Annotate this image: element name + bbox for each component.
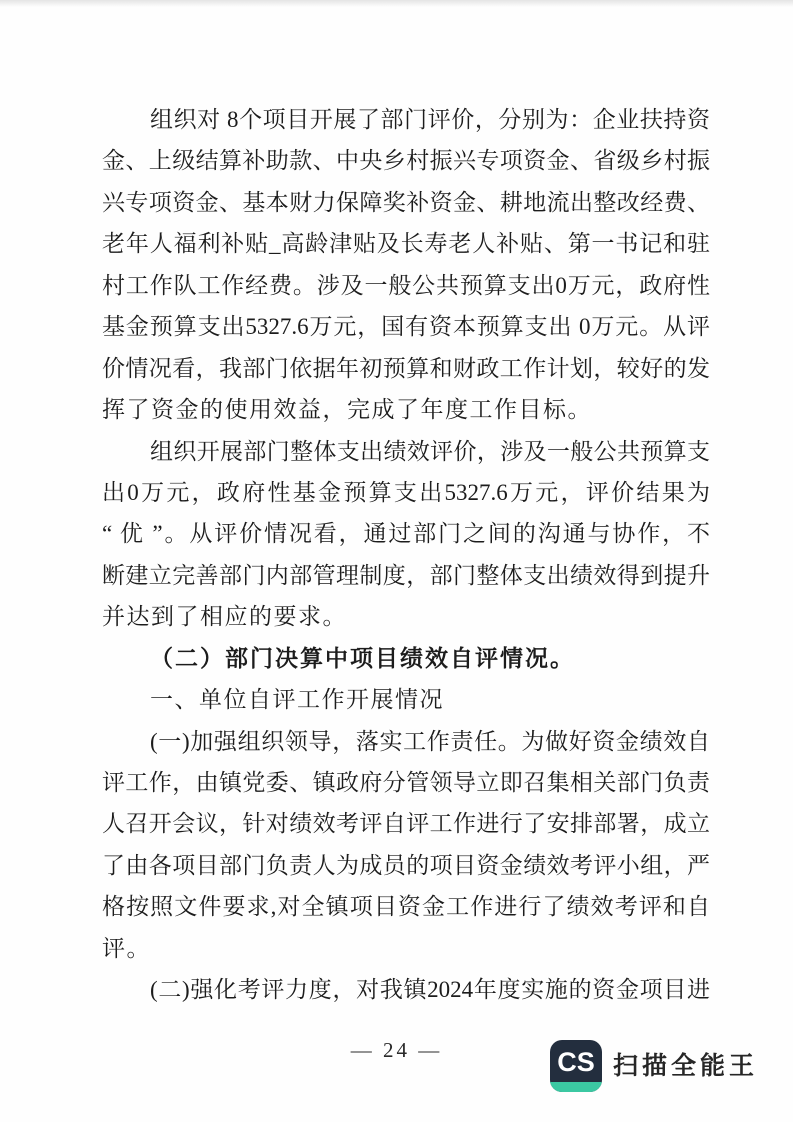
document-line: 了由各项目部门负责人为成员的项目资金绩效考评小组，严 [102, 852, 710, 878]
camscanner-app-name: 扫描全能王 [613, 1052, 759, 1080]
document-line: 人召开会议，针对绩效考评自评工作进行了安排部署，成立 [102, 811, 710, 837]
document-body [102, 99, 710, 1011]
document-line: 评。 [102, 935, 151, 961]
document-line: (二)强化考评力度，对我镇2024年度实施的资金项目进 [150, 977, 710, 1003]
document-line: 村工作队工作经费。涉及一般公共预算支出0万元，政府性 [102, 272, 710, 298]
camscanner-watermark [550, 1040, 758, 1092]
document-line: 格按照文件要求,对全镇项目资金工作进行了绩效考评和自 [102, 894, 710, 920]
section-heading: （二）部门决算中项目绩效自评情况。 [150, 645, 575, 671]
document-line: “ 优 ”。从评价情况看，通过部门之间的沟通与协作，不 [102, 521, 710, 547]
document-line: 金、上级结算补助款、中央乡村振兴专项资金、省级乡村振 [102, 148, 710, 174]
scan-edge-shadow [0, 0, 793, 7]
camscanner-icon [550, 1040, 602, 1092]
document-line: 价情况看，我部门依据年初预算和财政工作计划，较好的发 [102, 355, 710, 381]
document-line: 评工作，由镇党委、镇政府分管领导立即召集相关部门负责 [102, 770, 710, 795]
document-line: 兴专项资金、基本财力保障奖补资金、耕地流出整改经费、 [102, 189, 710, 215]
document-line: 出0万元，政府性基金预算支出5327.6万元，评价结果为 [102, 479, 710, 505]
camscanner-icon-accent-bar [550, 1082, 602, 1092]
document-line: 组织开展部门整体支出绩效评价，涉及一般公共预算支 [150, 438, 710, 464]
page-number: — 24 — [350, 1038, 443, 1062]
document-line: 基金预算支出5327.6万元，国有资本预算支出 0万元。从评 [102, 314, 710, 340]
camscanner-icon-initials: CS [557, 1046, 595, 1077]
document-line: 组织对 8个项目开展了部门评价，分别为：企业扶持资 [150, 107, 710, 132]
document-line: 断建立完善部门内部管理制度，部门整体支出绩效得到提升 [102, 562, 710, 588]
document-line: (一)加强组织领导，落实工作责任。为做好资金绩效自 [150, 728, 710, 754]
subsection-heading: 一、单位自评工作开展情况 [150, 687, 444, 713]
document-line: 老年人福利补贴_高龄津贴及长寿老人补贴、第一书记和驻 [102, 231, 710, 257]
document-line: 并达到了相应的要求。 [102, 604, 347, 630]
document-line: 挥了资金的使用效益，完成了年度工作目标。 [102, 397, 592, 423]
